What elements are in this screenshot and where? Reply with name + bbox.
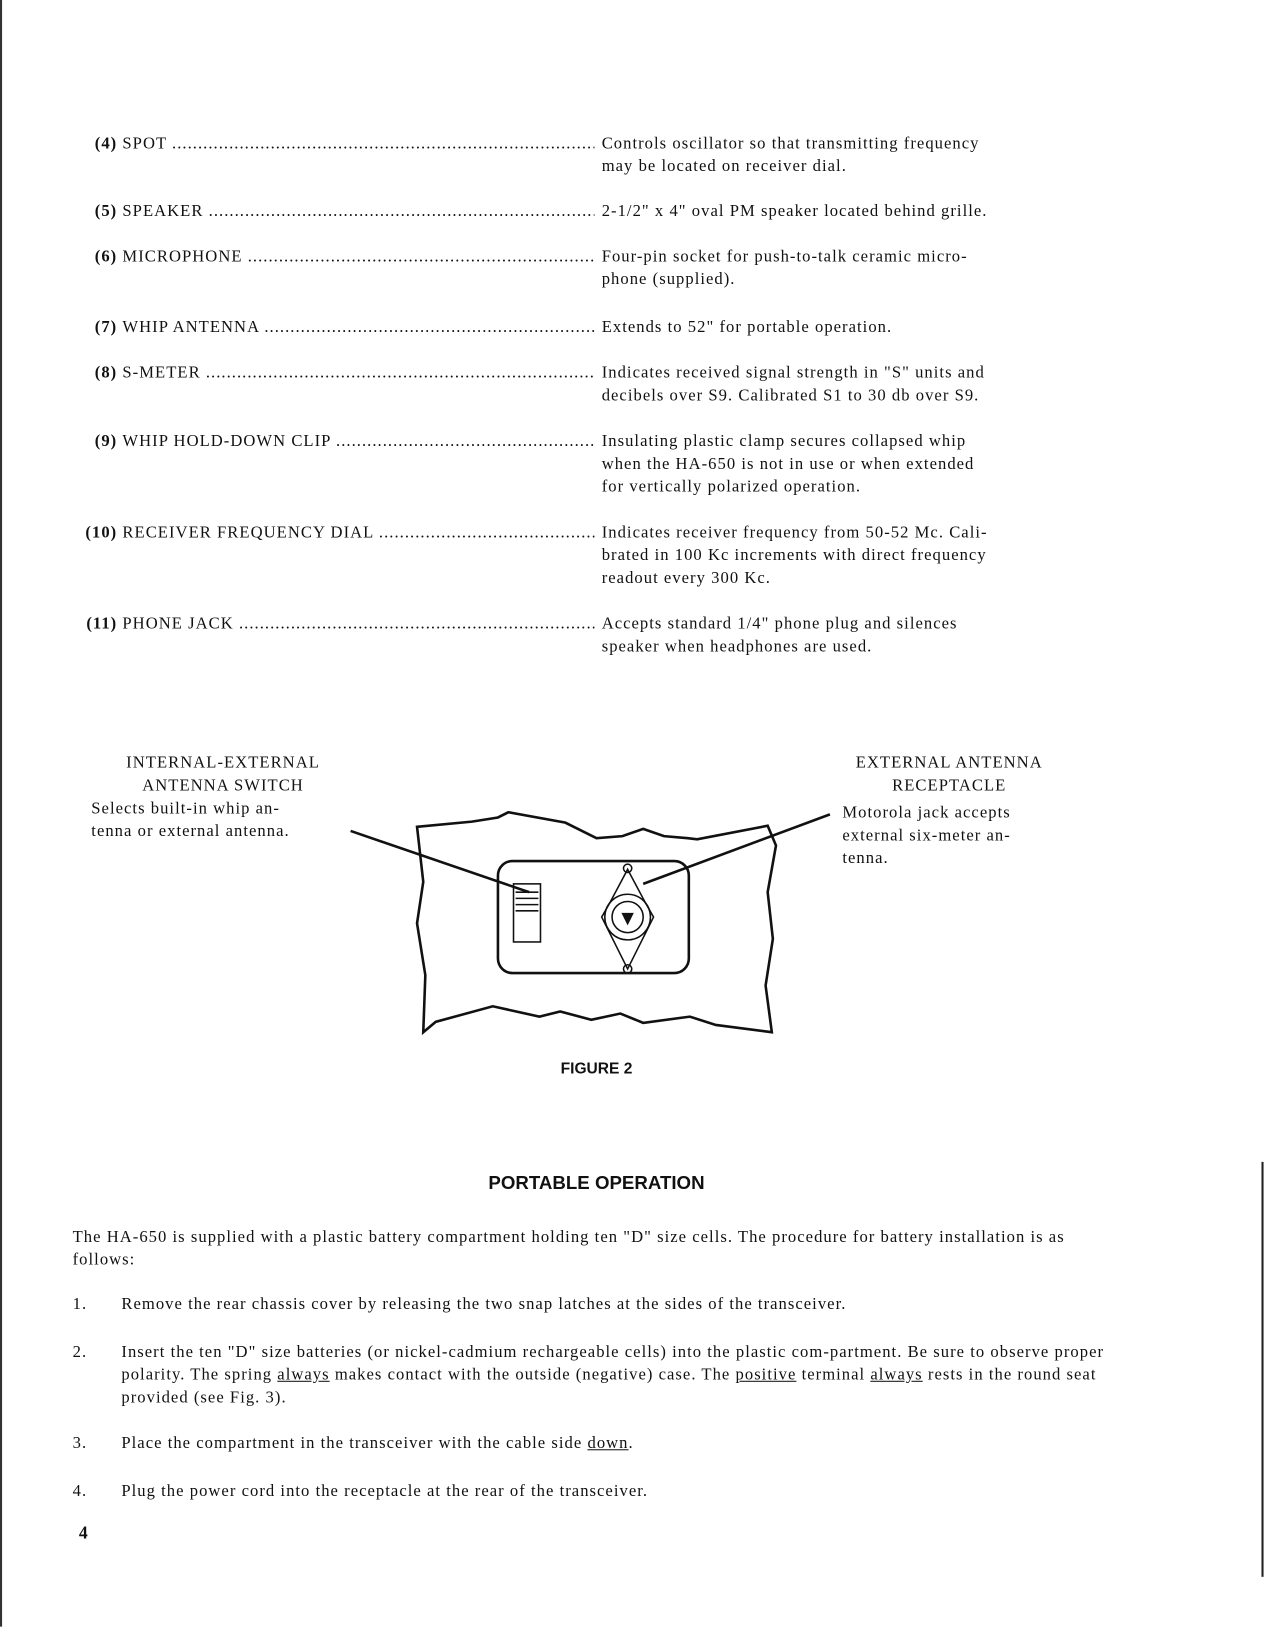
- item-label: MICROPHONE .....: [122, 246, 594, 269]
- item-description: Indicates received signal strength in "S" units and decibels over S9. Calibrated S1 to 30 db over S9.: [601, 364, 985, 405]
- chassis-outline: [417, 812, 776, 1032]
- step-number: 3.: [72, 1434, 88, 1453]
- page-number: 4: [78, 1522, 88, 1543]
- callout-title: ANTENNA SWITCH: [142, 777, 304, 795]
- text: rests in the round seat provided (see Fig. 3).: [121, 1366, 1097, 1407]
- callout-title: EXTERNAL ANTENNA: [855, 754, 1043, 772]
- callout-title: INTERNAL-EXTERNAL: [126, 754, 320, 772]
- item-label: S-METER .....: [122, 362, 594, 385]
- text: terminal: [796, 1366, 871, 1384]
- item-number: (8): [94, 364, 118, 382]
- text: Insert the ten "D" size batteries (or nickel-cadmium rechargeable cells) into the plastic com-partment. Be sure to observe proper polarity. The spring: [121, 1343, 1105, 1384]
- text: makes contact with the outside (negative) case. The: [329, 1366, 736, 1384]
- step-number: 2.: [72, 1343, 88, 1362]
- item-description: 2-1/2" x 4" oval PM speaker located behind grille.: [601, 202, 988, 220]
- step-text: Remove the rear chassis cover by releasing the two snap latches at the sides of the transceiver.: [121, 1295, 847, 1314]
- text: .: [628, 1434, 634, 1453]
- scan-edge: [1261, 1162, 1263, 1577]
- scan-edge-left: [0, 0, 2, 1627]
- item-description: Insulating plastic clamp secures collapsed whip when the HA-650 is not in use or when extended for vertically polarized operation.: [601, 432, 975, 496]
- emphasis: positive: [735, 1366, 797, 1384]
- item-number: (6): [94, 247, 118, 266]
- text: Place the compartment in the transceiver with the cable side: [121, 1434, 588, 1453]
- item-number: (5): [94, 202, 118, 220]
- item-label: WHIP ANTENNA .....: [122, 316, 594, 339]
- item-description: Four-pin socket for push-to-talk ceramic micro- phone (supplied).: [601, 247, 968, 289]
- figure-caption: FIGURE 2: [560, 1060, 633, 1078]
- item-description: Controls oscillator so that transmitting frequency may be located on receiver dial.: [601, 134, 980, 176]
- callout-text: external six-meter an-: [842, 826, 1011, 845]
- step-text: [121, 1433, 1127, 1456]
- callout-title: RECEPTACLE: [892, 777, 1007, 795]
- item-description: Accepts standard 1/4" phone plug and silences speaker when headphones are used.: [601, 615, 958, 656]
- item-number: (10): [85, 523, 118, 542]
- item-label: PHONE JACK .....: [122, 613, 594, 636]
- intro-paragraph: The HA-650 is supplied with a plastic battery compartment holding ten "D" size cells. The procedure for battery installation is as follows:: [72, 1228, 1065, 1269]
- section-heading: PORTABLE OPERATION: [488, 1172, 705, 1194]
- item-number: (9): [94, 432, 118, 451]
- callout-text: tenna or external antenna.: [91, 822, 290, 841]
- callout-text: tenna.: [842, 849, 889, 868]
- item-label: WHIP HOLD-DOWN CLIP .....: [122, 431, 594, 454]
- step-number: 4.: [72, 1482, 88, 1501]
- emphasis: down: [587, 1434, 629, 1453]
- item-number: (4): [94, 134, 118, 153]
- step-text: Plug the power cord into the receptacle at the rear of the transceiver.: [121, 1482, 649, 1501]
- step-number: 1.: [72, 1295, 88, 1314]
- item-number: (11): [86, 615, 118, 633]
- jack-center-icon: [621, 913, 633, 925]
- callout-text: Motorola jack accepts: [842, 803, 1011, 822]
- emphasis: always: [870, 1366, 923, 1384]
- item-number: (7): [94, 318, 118, 337]
- item-description: Extends to 52" for portable operation.: [601, 318, 893, 337]
- item-label: SPEAKER .....: [122, 200, 594, 223]
- callout-text: Selects built-in whip an-: [91, 799, 280, 818]
- item-label: RECEIVER FREQUENCY DIAL .....: [122, 522, 594, 545]
- step-text: [121, 1341, 1127, 1409]
- item-label: SPOT .....: [122, 133, 594, 156]
- emphasis: always: [277, 1366, 330, 1384]
- item-description: Indicates receiver frequency from 50-52 Mc. Cali- brated in 100 Kc increments with direct frequency readout every 300 Kc.: [601, 523, 988, 588]
